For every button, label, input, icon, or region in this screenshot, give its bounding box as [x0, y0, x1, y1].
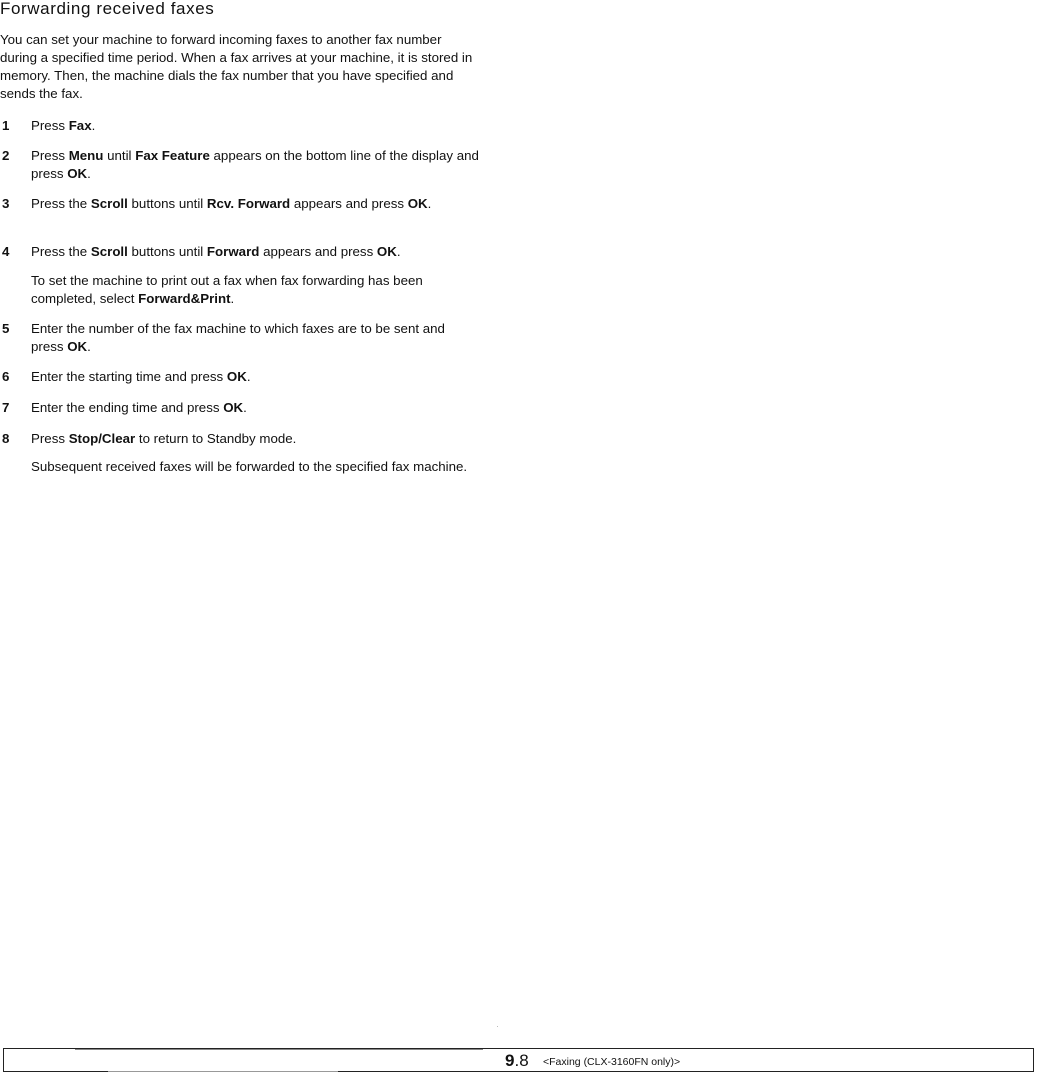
step-number: 7 — [2, 400, 10, 415]
ui-term: Fax — [68, 118, 92, 133]
ui-term: Stop/Clear — [68, 431, 136, 446]
ui-term: OK — [376, 244, 397, 259]
step-number: 4 — [2, 244, 10, 259]
ui-term: OK — [67, 339, 88, 354]
step-text: Press the Scroll buttons until Forward appears and press OK. — [31, 244, 401, 259]
scan-speck — [497, 1026, 498, 1027]
ui-term: OK — [226, 369, 247, 384]
page-number-minor: .8 — [514, 1051, 529, 1070]
ui-term: Scroll — [90, 244, 128, 259]
step-number: 6 — [2, 369, 10, 384]
page-number — [505, 1051, 529, 1071]
ui-term: OK — [223, 400, 244, 415]
step-text: Enter the starting time and press OK. — [31, 369, 251, 384]
ui-term: Menu — [68, 148, 104, 163]
step-text: Press Stop/Clear to return to Standby mode. — [31, 431, 297, 446]
footer-rule — [75, 1049, 483, 1050]
ui-term: Fax Feature — [135, 148, 210, 163]
page-title: Forwarding received faxes — [0, 0, 215, 18]
footer-rule — [108, 1071, 338, 1072]
step-text: Enter the number of the fax machine to which faxes are to be sent and press OK. — [31, 321, 445, 354]
step-8-note: Subsequent received faxes will be forwarded to the specified fax machine. — [31, 459, 468, 474]
ui-term: OK — [407, 196, 428, 211]
chapter-label: <Faxing (CLX-3160FN only)> — [543, 1056, 681, 1068]
page-number-major: 9 — [505, 1051, 515, 1070]
ui-term: OK — [67, 166, 88, 181]
step-number: 5 — [2, 321, 10, 336]
step-text: Press the Scroll buttons until Rcv. Forward appears and press OK. — [31, 196, 432, 211]
ui-term: Scroll — [90, 196, 128, 211]
ui-term: Forward&Print — [138, 291, 231, 306]
step-text: Press Menu until Fax Feature appears on the bottom line of the display and press OK. — [31, 148, 479, 181]
ui-term: Forward — [206, 244, 260, 259]
step-number: 8 — [2, 431, 10, 446]
step-number: 3 — [2, 196, 10, 211]
step-text: Press Fax. — [31, 118, 96, 133]
step-4-note: To set the machine to print out a fax when fax forwarding has been completed, select Forward&Print. — [31, 273, 423, 306]
step-number: 2 — [2, 148, 10, 163]
ui-term: Rcv. Forward — [206, 196, 291, 211]
intro-paragraph: You can set your machine to forward incoming faxes to another fax number during a specified time period. When a fax arrives at your machine, it is stored in memory. Then, the machine dials the fax number that you have specified and sends the fax. — [0, 32, 473, 101]
step-number: 1 — [2, 118, 10, 133]
step-text: Enter the ending time and press OK. — [31, 400, 247, 415]
